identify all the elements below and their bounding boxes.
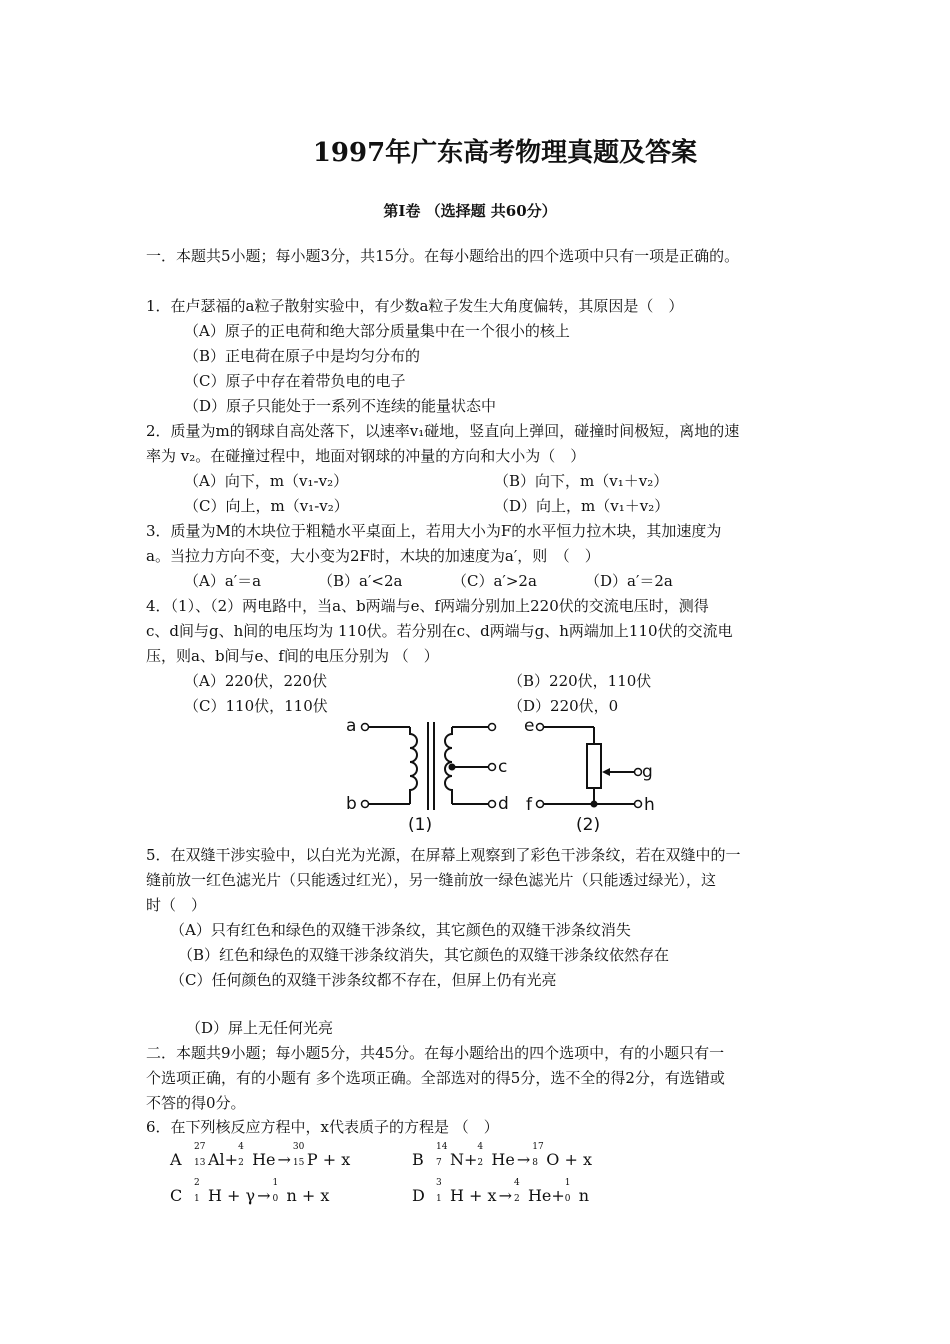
label-h: h xyxy=(644,795,655,815)
q1-option-c: （C）原子中存在着带负电的电子 xyxy=(184,372,406,390)
label-c: c xyxy=(498,757,508,777)
q2-option-c: （C）向上，m（v₁-v₂） xyxy=(184,497,349,515)
q1-option-a: （A）原子的正电荷和绝大部分质量集中在一个很小的核上 xyxy=(184,322,570,340)
label-f: f xyxy=(526,795,532,815)
q6-label-d: D xyxy=(412,1186,425,1205)
q6-equation-d: D 3 1 H + x → 4 2 He+ 1 0 n xyxy=(412,1178,590,1205)
q4-option-d: （D）220伏，0 xyxy=(508,697,619,715)
q3-stem-line2: a。当拉力方向不变，大小变为2F时，木块的加速度为a′，则 （ ） xyxy=(146,547,600,565)
q4-option-c: （C）110伏，110伏 xyxy=(184,697,328,715)
arrow-icon: → xyxy=(277,1150,291,1169)
q5-option-d: （D）屏上无任何光亮 xyxy=(186,1019,334,1037)
q3-stem-line1: 3．质量为M的木块位于粗糙水平桌面上，若用大小为F的水平恒力拉木块，其加速度为 xyxy=(146,522,722,540)
terminal-b xyxy=(362,801,369,808)
terminal-g xyxy=(635,769,642,776)
q5-stem-line1: 5．在双缝干涉实验中，以白光为光源，在屏幕上观察到了彩色干涉条纹，若在双缝中的一 xyxy=(146,846,741,864)
caption-1: (1) xyxy=(408,815,433,834)
q3-option-d: （D）a′＝2a xyxy=(585,572,673,590)
q4-stem-line2: c、d间与g、h间的电压均为 110伏。若分别在c、d两端与g、h两端加上110伏的交流电 xyxy=(146,622,733,640)
terminal-e xyxy=(537,724,544,731)
arrow-icon: → xyxy=(516,1150,531,1169)
terminal-h xyxy=(635,801,642,808)
q1-stem: 1．在卢瑟福的a粒子散射实验中，有少数a粒子发生大角度偏转，其原因是（ ） xyxy=(146,297,684,315)
q5-option-b: （B）红色和绿色的双缝干涉条纹消失，其它颜色的双缝干涉条纹依然存在 xyxy=(178,946,670,964)
arrow-icon: → xyxy=(498,1186,512,1205)
q5-stem-line2: 缝前放一红色滤光片（只能透过红光），另一缝前放一绿色滤光片（只能透过绿光），这 xyxy=(146,871,717,889)
label-g: g xyxy=(642,762,653,782)
q6-stem: 6．在下列核反应方程中，x代表质子的方程是 （ ） xyxy=(146,1118,499,1136)
section-subtitle: 第Ⅰ卷 （选择题 共60分） xyxy=(383,202,557,220)
terminal-a xyxy=(362,724,369,731)
terminal-d xyxy=(489,801,496,808)
caption-2: (2) xyxy=(576,815,601,834)
q3-option-c: （C）a′>2a xyxy=(452,572,537,590)
q4-option-b: （B）220伏，110伏 xyxy=(508,672,652,690)
q6-label-c: C xyxy=(170,1186,183,1205)
q5-option-c: （C）任何颜色的双缝干涉条纹都不存在，但屏上仍有光亮 xyxy=(170,971,557,989)
q4-circuit-figure xyxy=(340,714,670,834)
section-2-line2: 个选项正确，有的小题有 多个选项正确。全部选对的得5分，选不全的得2分，有选错或 xyxy=(146,1069,725,1087)
label-a: a xyxy=(346,716,357,736)
section-1-instructions: 一．本题共5小题；每小题3分，共15分。在每小题给出的四个选项中只有一项是正确的。 xyxy=(146,247,740,265)
terminal-c xyxy=(489,764,496,771)
q3-option-a: （A）a′＝a xyxy=(184,572,262,590)
page-title: 1997年广东高考物理真题及答案 xyxy=(312,138,698,168)
arrow-icon: → xyxy=(257,1186,271,1205)
q1-option-b: （B）正电荷在原子中是均匀分布的 xyxy=(184,347,421,365)
label-b: b xyxy=(346,794,357,814)
q2-option-b: （B）向下，m（v₁＋v₂） xyxy=(494,472,669,490)
q6-label-a: A xyxy=(170,1150,182,1169)
q4-stem-line1: 4．（1）、（2）两电路中，当a、b两端与e、f两端分别加上220伏的交流电压时，测得 xyxy=(146,597,709,615)
q4-option-a: （A）220伏，220伏 xyxy=(184,672,328,690)
q2-option-a: （A）向下，m（v₁-v₂） xyxy=(184,472,349,490)
q2-stem-line1: 2．质量为m的钢球自高处落下，以速率v₁碰地，竖直向上弹回，碰撞时间极短，离地的速 xyxy=(146,422,740,440)
section-2-line1: 二．本题共9小题；每小题5分，共45分。在每小题给出的四个选项中，有的小题只有一 xyxy=(146,1044,725,1062)
label-e: e xyxy=(524,716,535,736)
q6-equation-a: A 27 13 Al+ 4 2 He → 30 15 P + x xyxy=(170,1142,351,1169)
q2-option-d: （D）向上，m（v₁＋v₂） xyxy=(494,497,670,515)
terminal-f xyxy=(537,801,544,808)
q4-stem-line3: 压，则a、b间与e、f间的电压分别为 （ ） xyxy=(146,647,439,665)
q3-option-b: （B）a′<2a xyxy=(318,572,403,590)
q6-label-b: B xyxy=(412,1150,424,1169)
q2-stem-line2: 率为 v₂。在碰撞过程中，地面对钢球的冲量的方向和大小为（ ） xyxy=(146,447,586,465)
label-d: d xyxy=(498,794,509,814)
q5-stem-line3: 时（ ） xyxy=(146,896,207,914)
q5-option-a: （A）只有红色和绿色的双缝干涉条纹，其它颜色的双缝干涉条纹消失 xyxy=(170,921,631,939)
q1-option-d: （D）原子只能处于一系列不连续的能量状态中 xyxy=(184,397,497,415)
q6-equation-c: C 2 1 H + γ → 1 0 n + x xyxy=(170,1178,330,1205)
q6-equation-b: B 14 7 N+ 4 2 He → 17 8 O + x xyxy=(412,1142,592,1169)
section-2-line3: 不答的得0分。 xyxy=(146,1094,246,1112)
